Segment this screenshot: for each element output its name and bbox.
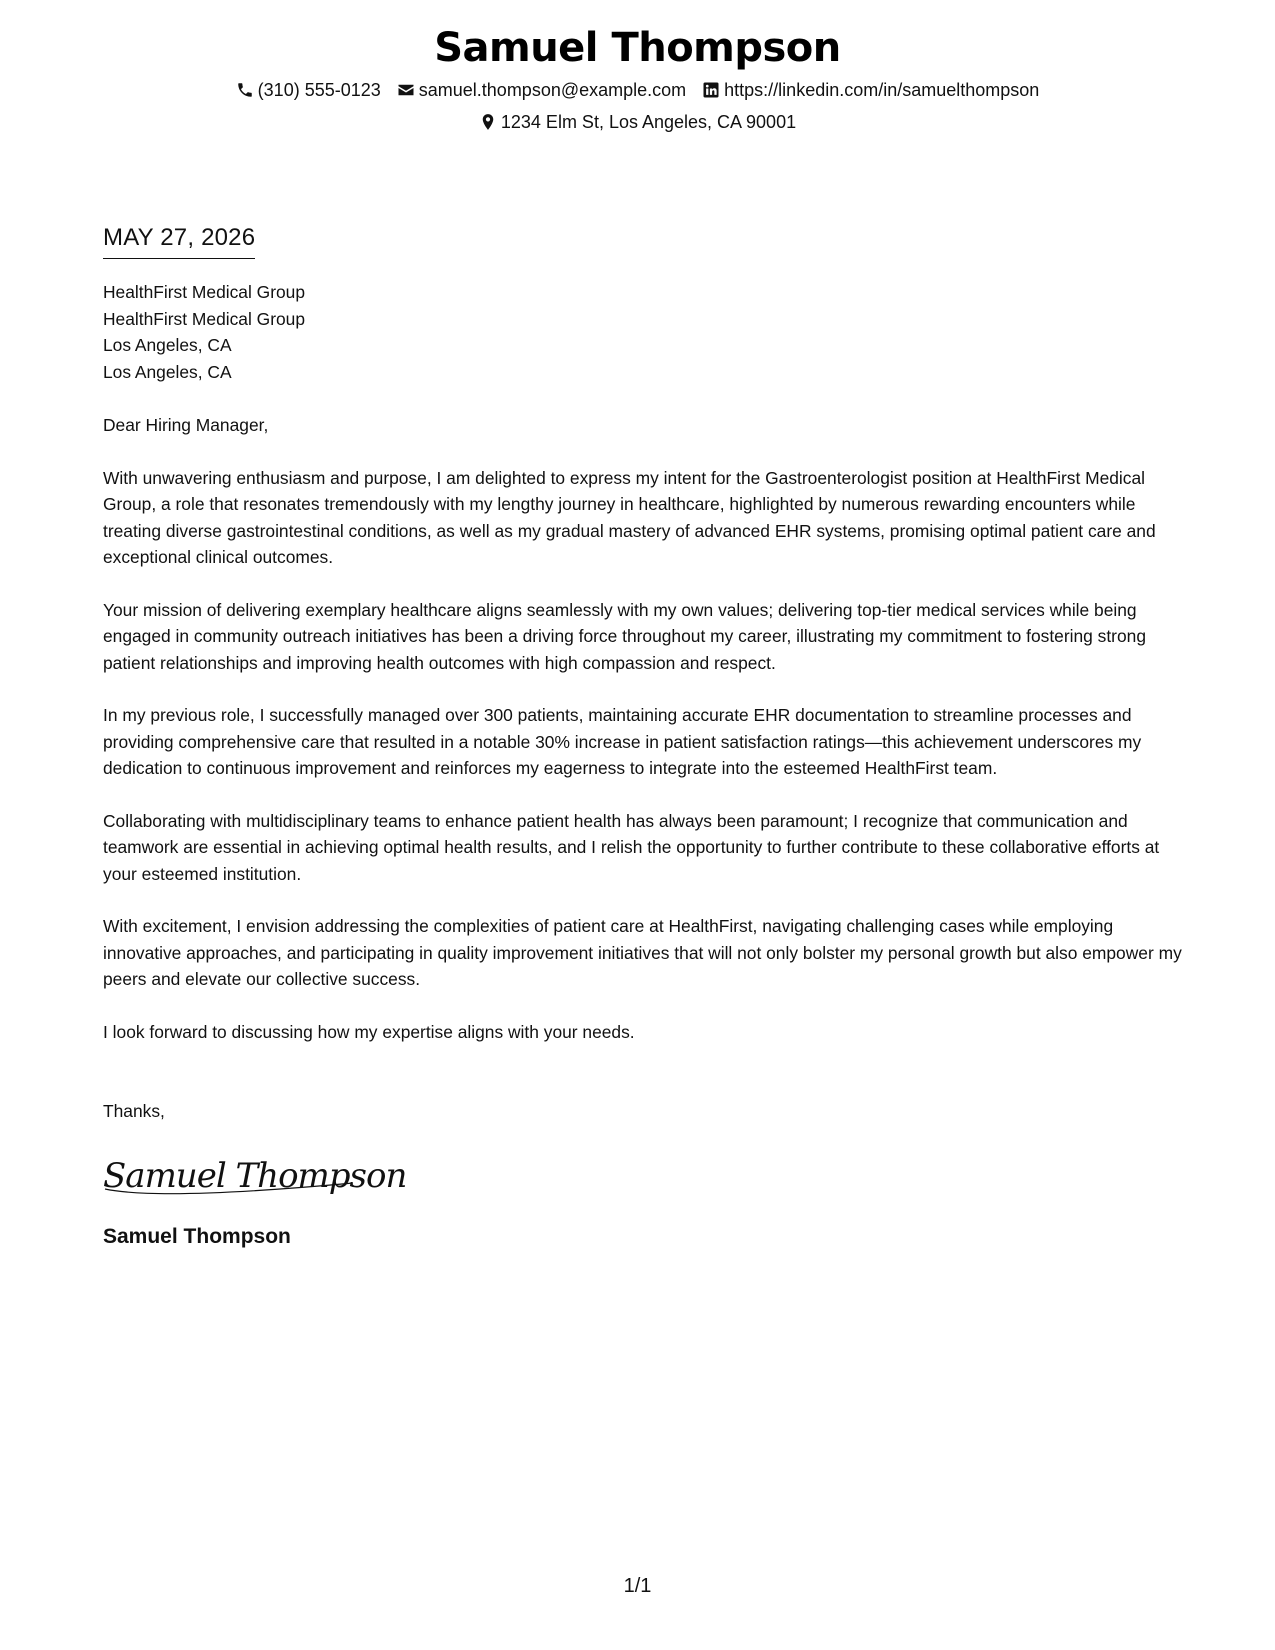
- letter-date: MAY 27, 2026: [103, 222, 255, 259]
- body-paragraph: With excitement, I envision addressing the complexities of patient care at HealthFirst, navigating challenging cases while employing innovative approaches, and participating in quality improvement initiatives that will not only bolster my personal growth but also empower my peers and elevate our collective success.: [103, 916, 1182, 989]
- closing: Thanks,: [103, 1101, 165, 1121]
- body-paragraph: With unwavering enthusiasm and purpose, I am delighted to express my intent for the Gastroenterologist position at HealthFirst Medical Group, a role that resonates tremendously with my lengthy journey in healthcare, highlighted by numerous rewarding encounters while treating diverse gastrointestinal conditions, as well as my gradual mastery of advanced EHR systems, promising optimal patient care and exceptional clinical outcomes.: [103, 467, 1156, 567]
- contact-phone[interactable]: [236, 78, 381, 102]
- body-paragraph: In my previous role, I successfully managed over 300 patients, maintaining accurate EHR documentation to streamline processes and providing comprehensive care that resulted in a notable 30% increase in patient satisfaction ratings—this achievement underscores my dedication to continuous improvement and reinforces my eagerness to integrate into the esteemed HealthFirst team.: [103, 705, 1142, 778]
- signature-glyphs: Samuel Thompson: [103, 1155, 407, 1196]
- recipient-line: Los Angeles, CA: [103, 361, 232, 382]
- email-text: samuel.thompson@example.com: [418, 80, 687, 100]
- letter-body: [103, 222, 1183, 1251]
- signer-name: Samuel Thompson: [103, 1224, 291, 1248]
- contact-linkedin[interactable]: [702, 78, 1039, 102]
- phone-icon: [236, 81, 254, 99]
- contact-row-secondary: [0, 110, 1275, 134]
- contact-row-primary: [0, 78, 1275, 102]
- recipient-line: HealthFirst Medical Group: [103, 308, 305, 329]
- body-paragraph: I look forward to discussing how my expertise aligns with your needs.: [103, 1021, 635, 1042]
- address-text: 1234 Elm St, Los Angeles, CA 90001: [500, 112, 797, 132]
- linkedin-icon: [702, 81, 720, 99]
- salutation: Dear Hiring Manager,: [103, 415, 269, 435]
- linkedin-text: https://linkedin.com/in/samuelthompson: [724, 80, 1040, 100]
- page-indicator: 1/1: [623, 1575, 652, 1597]
- map-pin-icon: [479, 113, 497, 131]
- recipient-block: [103, 279, 1183, 385]
- signature-image: [103, 1147, 407, 1207]
- contact-address: [479, 110, 796, 134]
- envelope-icon: [397, 81, 415, 99]
- phone-text: (310) 555-0123: [257, 80, 381, 100]
- body-paragraph: Collaborating with multidisciplinary teams to enhance patient health has always been paramount; I recognize that communication and teamwork are essential in achieving optimal health results, and I relish the opportunity to further contribute to these collaborative efforts at your esteemed institution.: [103, 810, 1160, 884]
- body-paragraph: Your mission of delivering exemplary healthcare aligns seamlessly with my own values; delivering top-tier medical services while being engaged in community outreach initiatives has been a driving force throughout my career, illustrating my commitment to fostering strong patient relationships and improving health outcomes with high compassion and respect.: [103, 599, 1146, 673]
- letter-header: [0, 20, 1275, 134]
- applicant-name: Samuel Thompson: [434, 25, 841, 71]
- recipient-line: Los Angeles, CA: [103, 335, 232, 355]
- recipient-line: HealthFirst Medical Group: [103, 282, 305, 302]
- handwritten-signature: [103, 1147, 1183, 1207]
- contact-email[interactable]: [397, 78, 686, 102]
